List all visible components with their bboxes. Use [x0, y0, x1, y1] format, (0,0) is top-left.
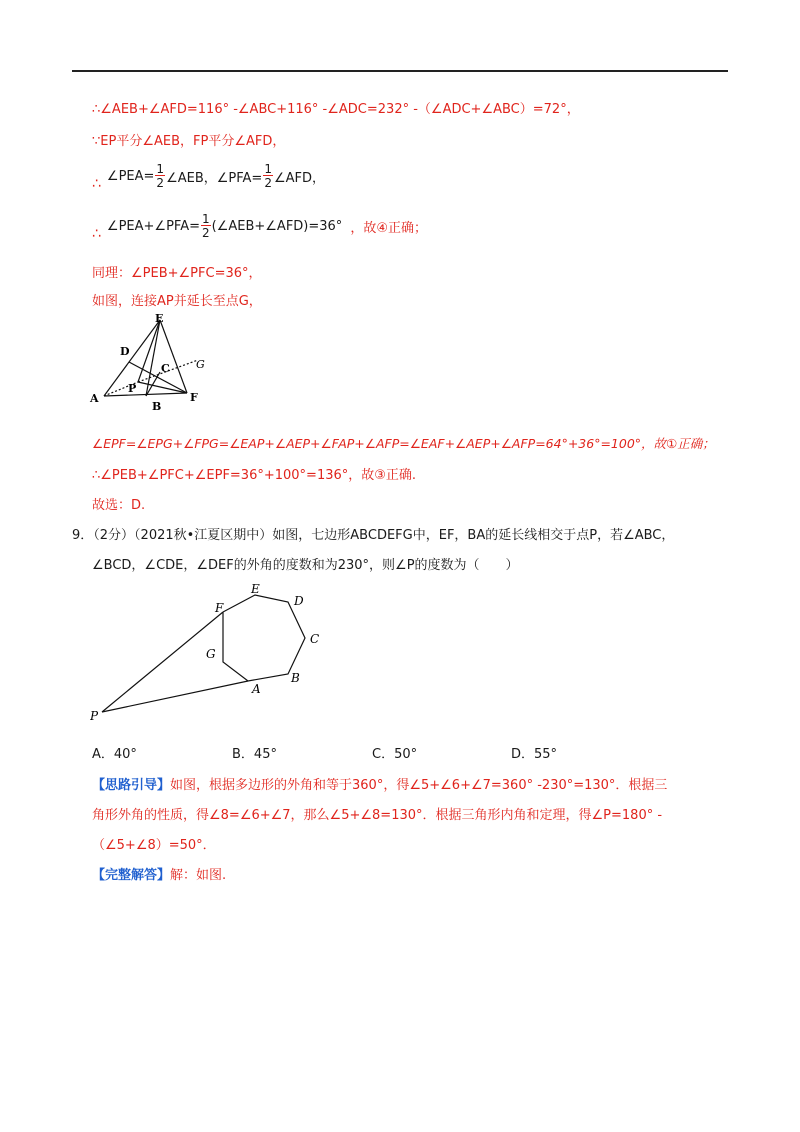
fig2-label: A	[252, 682, 261, 696]
answer-tag: 【完整解答】	[92, 868, 171, 883]
choice-c: C．50°	[372, 747, 418, 762]
fig1-label: P	[128, 382, 137, 395]
solution-line-1: ∴∠AEB+∠AFD=116° -∠ABC+116° -∠ADC=232° -（∠ADC+∠ABC）=72°，	[92, 102, 580, 117]
question-line-2: ∠BCD，∠CDE，∠DEF的外角的度数和为230°，则∠P的度数为（ ）	[92, 558, 519, 573]
hint-line-3: （∠5+∠8）=50°．	[92, 838, 216, 853]
therefore-symbol: ∴	[92, 226, 101, 242]
fig2-label: G	[206, 647, 216, 661]
fig1-label: B	[152, 400, 162, 413]
choice-d: D．55°	[511, 747, 558, 762]
fig1-label: E	[155, 312, 164, 325]
choice-b: B．45°	[232, 747, 277, 762]
fig1-label: A	[90, 392, 99, 405]
fig2-label: E	[251, 582, 260, 596]
fraction-half: $\frac{1}{2}$	[264, 162, 272, 190]
solution-line-4: ∴ ∠PEA+∠PFA= $\frac{1}{2}$ (∠AEB+∠AFD)=36° ，故④正确；	[92, 212, 427, 242]
fig2-label: C	[310, 632, 320, 646]
solution-line-2: ∵EP平分∠AEB，FP平分∠AFD，	[92, 134, 286, 149]
fig1-label: G	[196, 358, 205, 371]
figure-heptagon	[90, 578, 330, 728]
answer-line: 【完整解答】解：如图.	[92, 868, 227, 883]
fig2-label: B	[291, 671, 300, 685]
solution-line-7: ∠EPF=∠EPG+∠FPG=∠EAP+∠AEP+∠FAP+∠AFP=∠EAF+∠AEP+∠AFP=64°+36°=100°，故①正确；	[92, 436, 715, 451]
solution-line-5: 同理：∠PEB+∠PFC=36°，	[92, 266, 262, 281]
fig2-label: F	[215, 601, 224, 615]
fraction-half: $\frac{1}{2}$	[201, 212, 210, 240]
solution-line-9: 故选：D.	[92, 498, 146, 513]
solution-line-6: 如图，连接AP并延长至点G，	[92, 294, 262, 309]
solution-line-3: ∴ ∠PEA= $\frac{1}{2}$ ∠AEB，∠PFA= $\frac{1}{2}$ ∠AFD，	[92, 162, 325, 192]
fig2-label: D	[294, 594, 304, 608]
choice-a: A．40°	[92, 747, 137, 762]
fig1-label: F	[190, 391, 198, 404]
fig2-label: P	[90, 709, 99, 723]
figure-quadrilateral	[86, 310, 216, 416]
hint-tag: 【思路引导】	[92, 778, 171, 793]
fig1-label: C	[161, 362, 170, 375]
hint-line-2: 角形外角的性质，得∠8=∠6+∠7，那么∠5+∠8=130°．根据三角形内角和定理，得∠P=180° -	[92, 808, 663, 823]
question-line-1: 9．（2分）（2021秋•江夏区期中）如图，七边形ABCDEFG中，EF，BA的延长线相交于点P，若∠ABC，	[72, 528, 675, 543]
fraction-half: $\frac{1}{2}$	[156, 162, 165, 190]
header-rule	[72, 70, 728, 72]
therefore-symbol: ∴	[92, 176, 101, 192]
solution-line-8: ∴∠PEB+∠PFC+∠EPF=36°+100°=136°，故③正确.	[92, 468, 417, 483]
hint-line-1: 【思路引导】如图，根据多边形的外角和等于360°，得∠5+∠6+∠7=360° -230°=130°．根据三	[92, 778, 668, 793]
fig1-label: D	[120, 345, 130, 358]
